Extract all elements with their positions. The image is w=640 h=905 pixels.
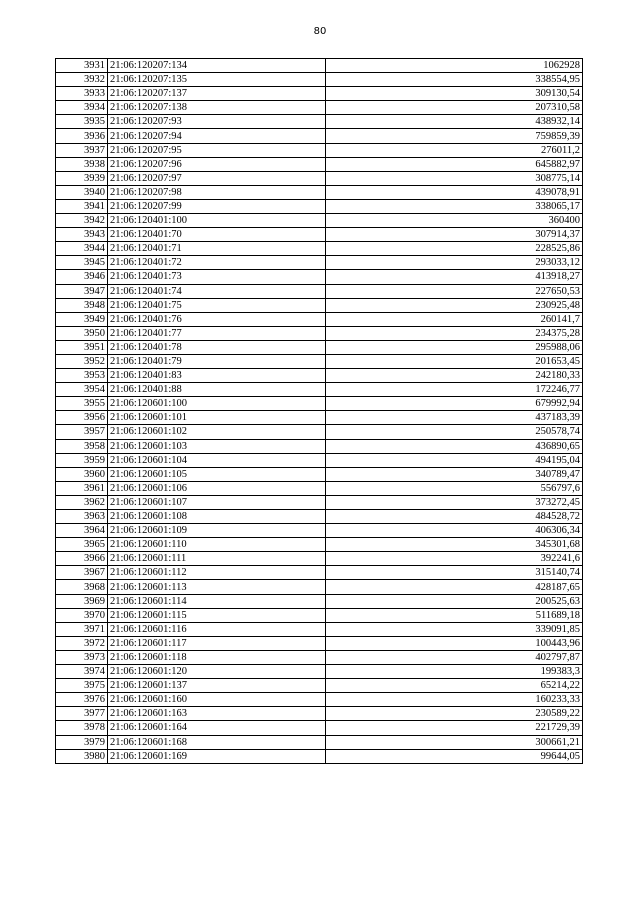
value-cell: 438932,14 bbox=[326, 115, 583, 129]
cadastral-number-cell: 21:06:120207:95 bbox=[108, 143, 326, 157]
row-number-cell: 3936 bbox=[56, 129, 108, 143]
row-number-cell: 3964 bbox=[56, 524, 108, 538]
value-cell: 250578,74 bbox=[326, 425, 583, 439]
cadastral-number-cell: 21:06:120601:110 bbox=[108, 538, 326, 552]
cadastral-number-cell: 21:06:120207:135 bbox=[108, 73, 326, 87]
table-row bbox=[56, 425, 583, 439]
row-number-cell: 3942 bbox=[56, 214, 108, 228]
cadastral-number-cell: 21:06:120401:74 bbox=[108, 284, 326, 298]
table-row bbox=[56, 214, 583, 228]
cadastral-number-cell: 21:06:120401:100 bbox=[108, 214, 326, 228]
cadastral-number-cell: 21:06:120401:83 bbox=[108, 369, 326, 383]
row-number-cell: 3967 bbox=[56, 566, 108, 580]
value-cell: 428187,65 bbox=[326, 580, 583, 594]
cadastral-number-cell: 21:06:120207:99 bbox=[108, 199, 326, 213]
table-row bbox=[56, 354, 583, 368]
cadastral-number-cell: 21:06:120601:114 bbox=[108, 594, 326, 608]
value-cell: 293033,12 bbox=[326, 256, 583, 270]
row-number-cell: 3955 bbox=[56, 397, 108, 411]
cadastral-number-cell: 21:06:120601:100 bbox=[108, 397, 326, 411]
value-cell: 221729,39 bbox=[326, 721, 583, 735]
row-number-cell: 3956 bbox=[56, 411, 108, 425]
table-row bbox=[56, 369, 583, 383]
table-row bbox=[56, 707, 583, 721]
row-number-cell: 3976 bbox=[56, 693, 108, 707]
value-cell: 679992,94 bbox=[326, 397, 583, 411]
value-cell: 436890,65 bbox=[326, 439, 583, 453]
cadastral-number-cell: 21:06:120601:137 bbox=[108, 679, 326, 693]
cadastral-number-cell: 21:06:120401:73 bbox=[108, 270, 326, 284]
table-row bbox=[56, 665, 583, 679]
cadastral-number-cell: 21:06:120401:76 bbox=[108, 312, 326, 326]
row-number-cell: 3965 bbox=[56, 538, 108, 552]
table-row bbox=[56, 256, 583, 270]
row-number-cell: 3947 bbox=[56, 284, 108, 298]
value-cell: 439078,91 bbox=[326, 185, 583, 199]
row-number-cell: 3968 bbox=[56, 580, 108, 594]
cadastral-number-cell: 21:06:120601:106 bbox=[108, 481, 326, 495]
row-number-cell: 3950 bbox=[56, 326, 108, 340]
cadastral-number-cell: 21:06:120601:108 bbox=[108, 510, 326, 524]
row-number-cell: 3969 bbox=[56, 594, 108, 608]
value-cell: 437183,39 bbox=[326, 411, 583, 425]
cadastral-number-cell: 21:06:120207:93 bbox=[108, 115, 326, 129]
row-number-cell: 3980 bbox=[56, 749, 108, 763]
cadastral-number-cell: 21:06:120601:105 bbox=[108, 467, 326, 481]
row-number-cell: 3973 bbox=[56, 650, 108, 664]
table-row bbox=[56, 679, 583, 693]
value-cell: 392241,6 bbox=[326, 552, 583, 566]
cadastral-number-cell: 21:06:120601:160 bbox=[108, 693, 326, 707]
table-row bbox=[56, 157, 583, 171]
value-cell: 200525,63 bbox=[326, 594, 583, 608]
value-cell: 373272,45 bbox=[326, 495, 583, 509]
cadastral-number-cell: 21:06:120601:115 bbox=[108, 608, 326, 622]
table-row bbox=[56, 383, 583, 397]
table-row bbox=[56, 524, 583, 538]
value-cell: 759859,39 bbox=[326, 129, 583, 143]
cadastral-number-cell: 21:06:120401:75 bbox=[108, 298, 326, 312]
page-number: 80 bbox=[313, 26, 327, 37]
cadastral-number-cell: 21:06:120401:70 bbox=[108, 228, 326, 242]
value-cell: 494195,04 bbox=[326, 453, 583, 467]
table-row bbox=[56, 650, 583, 664]
table-row bbox=[56, 495, 583, 509]
value-cell: 484528,72 bbox=[326, 510, 583, 524]
cadastral-number-cell: 21:06:120601:102 bbox=[108, 425, 326, 439]
cadastral-number-cell: 21:06:120601:113 bbox=[108, 580, 326, 594]
table-row bbox=[56, 453, 583, 467]
cadastral-number-cell: 21:06:120601:103 bbox=[108, 439, 326, 453]
value-cell: 315140,74 bbox=[326, 566, 583, 580]
cadastral-number-cell: 21:06:120601:168 bbox=[108, 735, 326, 749]
table-row bbox=[56, 608, 583, 622]
cadastral-number-cell: 21:06:120401:79 bbox=[108, 354, 326, 368]
cadastral-number-cell: 21:06:120401:78 bbox=[108, 340, 326, 354]
table-row bbox=[56, 397, 583, 411]
cadastral-number-cell: 21:06:120601:104 bbox=[108, 453, 326, 467]
value-cell: 199383,3 bbox=[326, 665, 583, 679]
table-row bbox=[56, 340, 583, 354]
row-number-cell: 3959 bbox=[56, 453, 108, 467]
table-row bbox=[56, 481, 583, 495]
table-row bbox=[56, 185, 583, 199]
cadastral-number-cell: 21:06:120401:72 bbox=[108, 256, 326, 270]
table-row bbox=[56, 636, 583, 650]
row-number-cell: 3963 bbox=[56, 510, 108, 524]
cadastral-number-cell: 21:06:120207:98 bbox=[108, 185, 326, 199]
row-number-cell: 3961 bbox=[56, 481, 108, 495]
row-number-cell: 3937 bbox=[56, 143, 108, 157]
row-number-cell: 3954 bbox=[56, 383, 108, 397]
value-cell: 338554,95 bbox=[326, 73, 583, 87]
cadastral-number-cell: 21:06:120207:97 bbox=[108, 171, 326, 185]
table-row bbox=[56, 87, 583, 101]
table-row bbox=[56, 326, 583, 340]
row-number-cell: 3979 bbox=[56, 735, 108, 749]
row-number-cell: 3972 bbox=[56, 636, 108, 650]
cadastral-number-cell: 21:06:120401:88 bbox=[108, 383, 326, 397]
cadastral-number-cell: 21:06:120207:137 bbox=[108, 87, 326, 101]
value-cell: 227650,53 bbox=[326, 284, 583, 298]
row-number-cell: 3935 bbox=[56, 115, 108, 129]
table-row bbox=[56, 622, 583, 636]
row-number-cell: 3948 bbox=[56, 298, 108, 312]
value-cell: 207310,58 bbox=[326, 101, 583, 115]
row-number-cell: 3946 bbox=[56, 270, 108, 284]
cadastral-number-cell: 21:06:120601:120 bbox=[108, 665, 326, 679]
table-row bbox=[56, 566, 583, 580]
row-number-cell: 3949 bbox=[56, 312, 108, 326]
cadastral-number-cell: 21:06:120601:169 bbox=[108, 749, 326, 763]
row-number-cell: 3953 bbox=[56, 369, 108, 383]
value-cell: 276011,2 bbox=[326, 143, 583, 157]
value-cell: 645882,97 bbox=[326, 157, 583, 171]
value-cell: 99644,05 bbox=[326, 749, 583, 763]
value-cell: 230925,48 bbox=[326, 298, 583, 312]
row-number-cell: 3952 bbox=[56, 354, 108, 368]
table-row bbox=[56, 242, 583, 256]
table-row bbox=[56, 298, 583, 312]
cadastral-number-cell: 21:06:120207:138 bbox=[108, 101, 326, 115]
value-cell: 172246,77 bbox=[326, 383, 583, 397]
table-row bbox=[56, 312, 583, 326]
data-table bbox=[55, 58, 583, 764]
cadastral-number-cell: 21:06:120207:94 bbox=[108, 129, 326, 143]
row-number-cell: 3934 bbox=[56, 101, 108, 115]
value-cell: 340789,47 bbox=[326, 467, 583, 481]
value-cell: 295988,06 bbox=[326, 340, 583, 354]
row-number-cell: 3939 bbox=[56, 171, 108, 185]
table-row bbox=[56, 143, 583, 157]
table-row bbox=[56, 411, 583, 425]
value-cell: 300661,21 bbox=[326, 735, 583, 749]
value-cell: 345301,68 bbox=[326, 538, 583, 552]
cadastral-number-cell: 21:06:120401:71 bbox=[108, 242, 326, 256]
value-cell: 413918,27 bbox=[326, 270, 583, 284]
value-cell: 260141,7 bbox=[326, 312, 583, 326]
value-cell: 234375,28 bbox=[326, 326, 583, 340]
row-number-cell: 3931 bbox=[56, 59, 108, 73]
value-cell: 242180,33 bbox=[326, 369, 583, 383]
cadastral-number-cell: 21:06:120601:101 bbox=[108, 411, 326, 425]
row-number-cell: 3943 bbox=[56, 228, 108, 242]
value-cell: 309130,54 bbox=[326, 87, 583, 101]
table-row bbox=[56, 284, 583, 298]
value-cell: 65214,22 bbox=[326, 679, 583, 693]
value-cell: 160233,33 bbox=[326, 693, 583, 707]
cadastral-number-cell: 21:06:120601:116 bbox=[108, 622, 326, 636]
row-number-cell: 3960 bbox=[56, 467, 108, 481]
value-cell: 308775,14 bbox=[326, 171, 583, 185]
row-number-cell: 3962 bbox=[56, 495, 108, 509]
cadastral-number-cell: 21:06:120601:118 bbox=[108, 650, 326, 664]
table-row bbox=[56, 693, 583, 707]
value-cell: 230589,22 bbox=[326, 707, 583, 721]
table-row bbox=[56, 59, 583, 73]
table-row bbox=[56, 171, 583, 185]
table-row bbox=[56, 538, 583, 552]
table-body bbox=[56, 59, 583, 764]
cadastral-number-cell: 21:06:120601:107 bbox=[108, 495, 326, 509]
table-row bbox=[56, 735, 583, 749]
row-number-cell: 3977 bbox=[56, 707, 108, 721]
cadastral-number-cell: 21:06:120601:117 bbox=[108, 636, 326, 650]
value-cell: 338065,17 bbox=[326, 199, 583, 213]
row-number-cell: 3966 bbox=[56, 552, 108, 566]
cadastral-number-cell: 21:06:120601:112 bbox=[108, 566, 326, 580]
row-number-cell: 3940 bbox=[56, 185, 108, 199]
table-row bbox=[56, 721, 583, 735]
table-row bbox=[56, 580, 583, 594]
cadastral-number-cell: 21:06:120601:111 bbox=[108, 552, 326, 566]
cadastral-number-cell: 21:06:120401:77 bbox=[108, 326, 326, 340]
table-row bbox=[56, 552, 583, 566]
row-number-cell: 3957 bbox=[56, 425, 108, 439]
value-cell: 201653,45 bbox=[326, 354, 583, 368]
table-row bbox=[56, 270, 583, 284]
table-row bbox=[56, 749, 583, 763]
cadastral-number-cell: 21:06:120207:134 bbox=[108, 59, 326, 73]
row-number-cell: 3970 bbox=[56, 608, 108, 622]
row-number-cell: 3945 bbox=[56, 256, 108, 270]
value-cell: 511689,18 bbox=[326, 608, 583, 622]
table-row bbox=[56, 594, 583, 608]
table-row bbox=[56, 101, 583, 115]
row-number-cell: 3933 bbox=[56, 87, 108, 101]
table-row bbox=[56, 228, 583, 242]
row-number-cell: 3941 bbox=[56, 199, 108, 213]
value-cell: 1062928 bbox=[326, 59, 583, 73]
row-number-cell: 3944 bbox=[56, 242, 108, 256]
table-row bbox=[56, 73, 583, 87]
value-cell: 307914,37 bbox=[326, 228, 583, 242]
cadastral-number-cell: 21:06:120601:109 bbox=[108, 524, 326, 538]
table-row bbox=[56, 467, 583, 481]
row-number-cell: 3951 bbox=[56, 340, 108, 354]
row-number-cell: 3932 bbox=[56, 73, 108, 87]
value-cell: 556797,6 bbox=[326, 481, 583, 495]
cadastral-number-cell: 21:06:120207:96 bbox=[108, 157, 326, 171]
cadastral-number-cell: 21:06:120601:164 bbox=[108, 721, 326, 735]
value-cell: 360400 bbox=[326, 214, 583, 228]
table-row bbox=[56, 115, 583, 129]
row-number-cell: 3974 bbox=[56, 665, 108, 679]
value-cell: 339091,85 bbox=[326, 622, 583, 636]
value-cell: 100443,96 bbox=[326, 636, 583, 650]
row-number-cell: 3971 bbox=[56, 622, 108, 636]
value-cell: 406306,34 bbox=[326, 524, 583, 538]
row-number-cell: 3978 bbox=[56, 721, 108, 735]
row-number-cell: 3938 bbox=[56, 157, 108, 171]
value-cell: 402797,87 bbox=[326, 650, 583, 664]
table-row bbox=[56, 129, 583, 143]
table-row bbox=[56, 510, 583, 524]
value-cell: 228525,86 bbox=[326, 242, 583, 256]
row-number-cell: 3975 bbox=[56, 679, 108, 693]
table-row bbox=[56, 439, 583, 453]
row-number-cell: 3958 bbox=[56, 439, 108, 453]
table-row bbox=[56, 199, 583, 213]
cadastral-number-cell: 21:06:120601:163 bbox=[108, 707, 326, 721]
